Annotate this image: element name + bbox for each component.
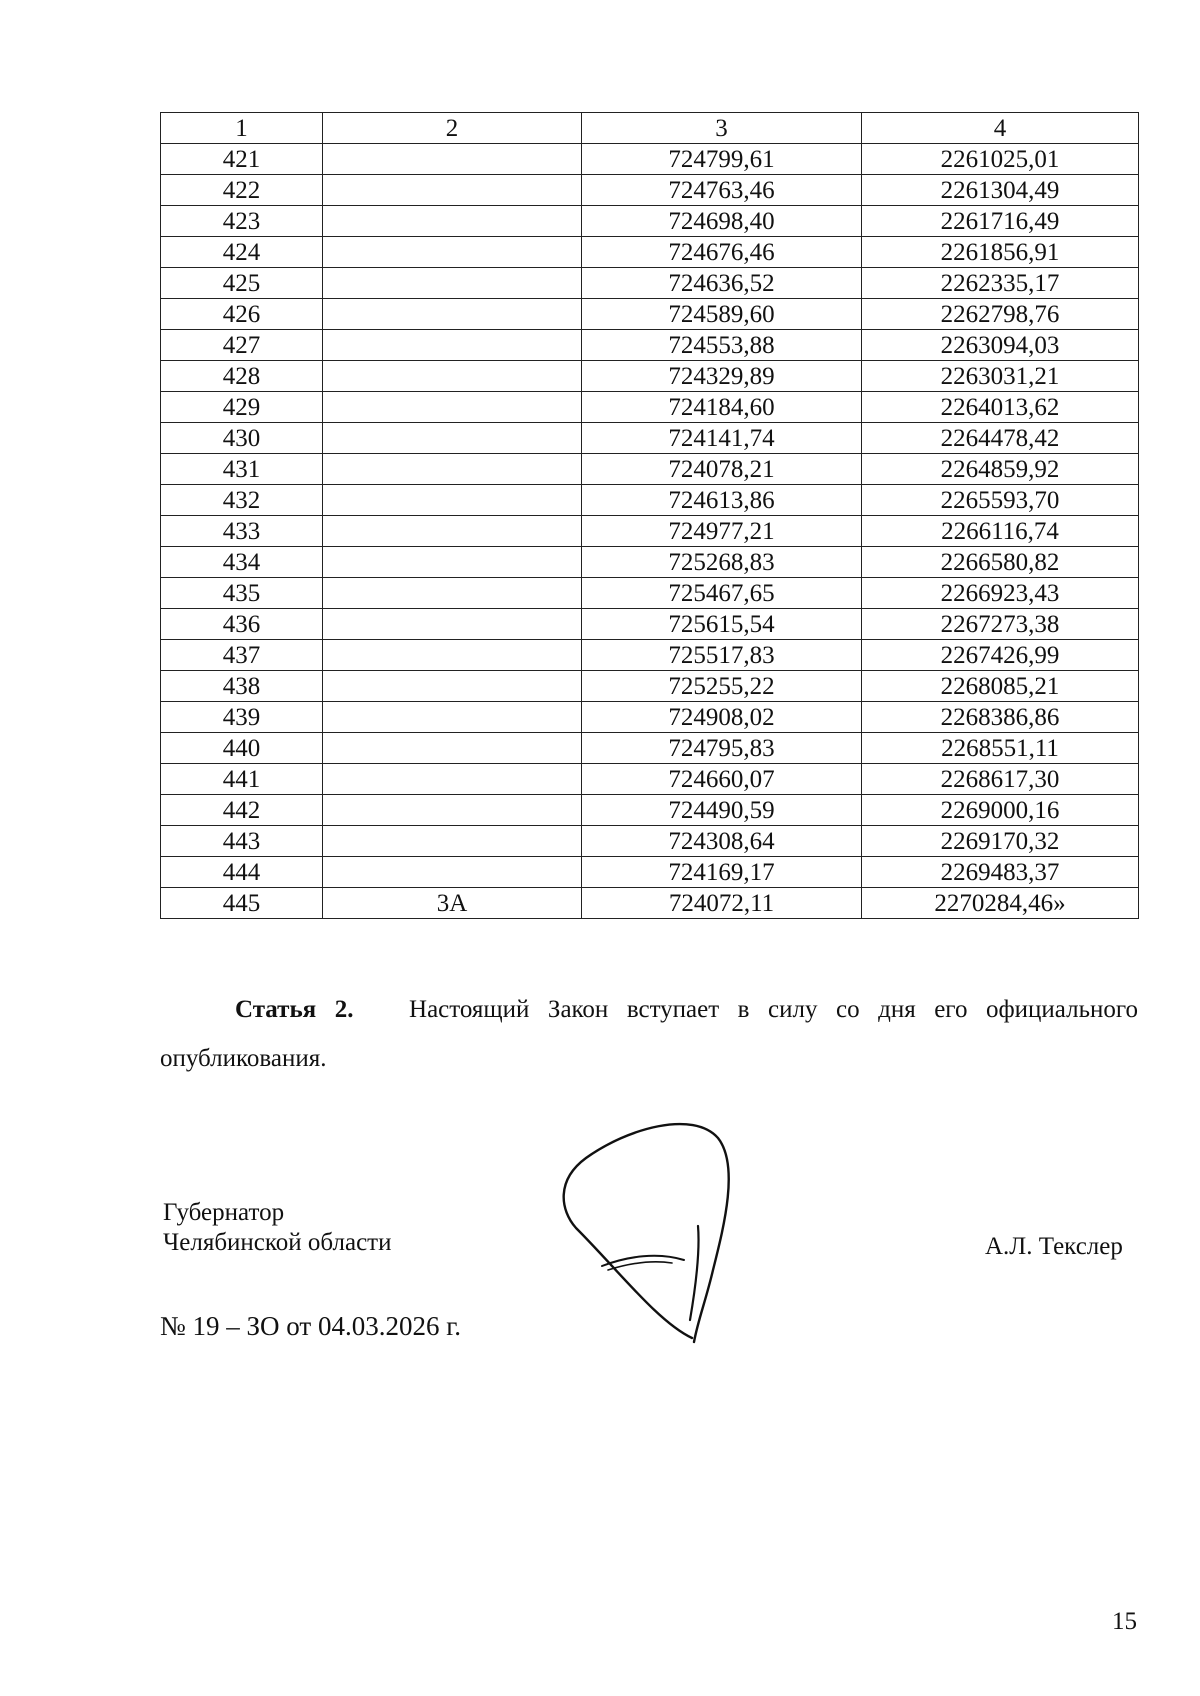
table-cell-col-1: 435 <box>161 578 323 609</box>
table-cell-col-1: 427 <box>161 330 323 361</box>
table-cell-col-1: 426 <box>161 299 323 330</box>
table-cell-col-1: 443 <box>161 826 323 857</box>
table-cell-col-3: 724490,59 <box>582 795 862 826</box>
table-row <box>161 733 1139 764</box>
table-cell-col-2 <box>323 578 582 609</box>
table-row <box>161 609 1139 640</box>
table-cell-col-3: 725268,83 <box>582 547 862 578</box>
table-cell-col-4: 2262335,17 <box>862 268 1139 299</box>
table-row <box>161 485 1139 516</box>
table-row <box>161 330 1139 361</box>
table-cell-col-3: 724141,74 <box>582 423 862 454</box>
table-cell-col-4: 2267273,38 <box>862 609 1139 640</box>
table-cell-col-1: 441 <box>161 764 323 795</box>
table-cell-col-1: 445 <box>161 888 323 919</box>
table-cell-col-4: 2269000,16 <box>862 795 1139 826</box>
table-cell-col-2 <box>323 330 582 361</box>
column-header-1: 1 <box>161 113 323 144</box>
table-row <box>161 826 1139 857</box>
table-cell-col-4: 2268617,30 <box>862 764 1139 795</box>
table-cell-col-3: 725517,83 <box>582 640 862 671</box>
table-cell-col-2 <box>323 144 582 175</box>
table-cell-col-1: 439 <box>161 702 323 733</box>
column-header-3: 3 <box>582 113 862 144</box>
table-cell-col-4: 2268386,86 <box>862 702 1139 733</box>
table-header-row <box>161 113 1139 144</box>
table-cell-col-4: 2268551,11 <box>862 733 1139 764</box>
table-row <box>161 640 1139 671</box>
page-number: 15 <box>1112 1608 1137 1635</box>
table-cell-col-2 <box>323 485 582 516</box>
table-cell-col-2 <box>323 671 582 702</box>
table-cell-col-3: 724169,17 <box>582 857 862 888</box>
table-row <box>161 671 1139 702</box>
table-cell-col-3: 724184,60 <box>582 392 862 423</box>
table-cell-col-2 <box>323 392 582 423</box>
table-cell-col-2 <box>323 826 582 857</box>
table-cell-col-3: 725467,65 <box>582 578 862 609</box>
table-row <box>161 206 1139 237</box>
table-cell-col-2 <box>323 454 582 485</box>
governor-title-line-1: Губернатор <box>163 1199 285 1226</box>
table-body <box>161 144 1139 919</box>
table-cell-col-3: 724308,64 <box>582 826 862 857</box>
table-row <box>161 702 1139 733</box>
table-cell-col-1: 428 <box>161 361 323 392</box>
table-cell-col-3: 724553,88 <box>582 330 862 361</box>
table-cell-col-3: 724799,61 <box>582 144 862 175</box>
table-cell-col-2 <box>323 640 582 671</box>
table-cell-col-2 <box>323 795 582 826</box>
table-cell-col-1: 430 <box>161 423 323 454</box>
table-row <box>161 454 1139 485</box>
table-cell-col-4: 2268085,21 <box>862 671 1139 702</box>
table-row <box>161 268 1139 299</box>
table-cell-col-3: 724078,21 <box>582 454 862 485</box>
table-row <box>161 144 1139 175</box>
table-cell-col-1: 429 <box>161 392 323 423</box>
table-cell-col-3: 724589,60 <box>582 299 862 330</box>
table-cell-col-2: 3А <box>323 888 582 919</box>
article-text: Настоящий Закон вступает в силу со дня его официального опубликования. <box>160 996 1138 1072</box>
table-cell-col-3: 724329,89 <box>582 361 862 392</box>
table-cell-col-2 <box>323 237 582 268</box>
table-cell-col-1: 438 <box>161 671 323 702</box>
table-cell-col-3: 724908,02 <box>582 702 862 733</box>
table-row <box>161 547 1139 578</box>
table-cell-col-3: 724676,46 <box>582 237 862 268</box>
table-cell-col-2 <box>323 206 582 237</box>
table-cell-col-1: 425 <box>161 268 323 299</box>
table-row <box>161 175 1139 206</box>
table-cell-col-3: 724660,07 <box>582 764 862 795</box>
table-cell-col-1: 444 <box>161 857 323 888</box>
table-cell-col-2 <box>323 857 582 888</box>
table-cell-col-3: 724763,46 <box>582 175 862 206</box>
table-row <box>161 361 1139 392</box>
table-cell-col-1: 432 <box>161 485 323 516</box>
column-header-2: 2 <box>323 113 582 144</box>
table-cell-col-4: 2261856,91 <box>862 237 1139 268</box>
table-cell-col-1: 424 <box>161 237 323 268</box>
table-cell-col-3: 724636,52 <box>582 268 862 299</box>
table-cell-col-4: 2265593,70 <box>862 485 1139 516</box>
column-header-4: 4 <box>862 113 1139 144</box>
table-cell-col-3: 725255,22 <box>582 671 862 702</box>
table-row <box>161 857 1139 888</box>
table-cell-col-4: 2264859,92 <box>862 454 1139 485</box>
table-cell-col-4: 2264013,62 <box>862 392 1139 423</box>
table-cell-col-4: 2267426,99 <box>862 640 1139 671</box>
table-cell-col-4: 2266116,74 <box>862 516 1139 547</box>
table-cell-col-4: 2266580,82 <box>862 547 1139 578</box>
table-cell-col-1: 437 <box>161 640 323 671</box>
table-cell-col-1: 433 <box>161 516 323 547</box>
table-cell-col-2 <box>323 361 582 392</box>
table-cell-col-1: 431 <box>161 454 323 485</box>
table-cell-col-4: 2261304,49 <box>862 175 1139 206</box>
table-cell-col-3: 724698,40 <box>582 206 862 237</box>
table-cell-col-2 <box>323 547 582 578</box>
table-cell-col-4: 2261716,49 <box>862 206 1139 237</box>
table-row <box>161 578 1139 609</box>
table-cell-col-1: 421 <box>161 144 323 175</box>
governor-title <box>163 1198 391 1258</box>
coordinates-table <box>160 112 1139 919</box>
table-cell-col-2 <box>323 299 582 330</box>
table-cell-col-1: 422 <box>161 175 323 206</box>
table-row <box>161 423 1139 454</box>
table-cell-col-2 <box>323 733 582 764</box>
table-cell-col-3: 724795,83 <box>582 733 862 764</box>
table-cell-col-4: 2264478,42 <box>862 423 1139 454</box>
table-row <box>161 392 1139 423</box>
governor-title-line-2: Челябинской области <box>163 1229 392 1256</box>
table-cell-col-1: 440 <box>161 733 323 764</box>
law-number: № 19 – ЗО от 04.03.2026 г. <box>160 1311 462 1341</box>
table-cell-col-4: 2270284,46» <box>862 888 1139 919</box>
table-cell-col-1: 442 <box>161 795 323 826</box>
table-cell-col-1: 423 <box>161 206 323 237</box>
table-cell-col-4: 2269170,32 <box>862 826 1139 857</box>
article-label: Статья 2. <box>235 996 354 1023</box>
table-cell-col-2 <box>323 516 582 547</box>
table-cell-col-4: 2269483,37 <box>862 857 1139 888</box>
table-cell-col-4: 2266923,43 <box>862 578 1139 609</box>
table-cell-col-4: 2263094,03 <box>862 330 1139 361</box>
table-row <box>161 764 1139 795</box>
table-cell-col-4: 2261025,01 <box>862 144 1139 175</box>
table-cell-col-4: 2263031,21 <box>862 361 1139 392</box>
table-cell-col-3: 725615,54 <box>582 609 862 640</box>
governor-name: А.Л. Текслер <box>985 1233 1123 1260</box>
table-row <box>161 516 1139 547</box>
table-cell-col-1: 436 <box>161 609 323 640</box>
table-cell-col-1: 434 <box>161 547 323 578</box>
table-cell-col-2 <box>323 702 582 733</box>
table-cell-col-3: 724613,86 <box>582 485 862 516</box>
governor-signature <box>558 1110 798 1350</box>
table-cell-col-2 <box>323 609 582 640</box>
table-row <box>161 237 1139 268</box>
table-cell-col-2 <box>323 175 582 206</box>
table-cell-col-2 <box>323 423 582 454</box>
table-cell-col-3: 724072,11 <box>582 888 862 919</box>
table-row <box>161 795 1139 826</box>
table-cell-col-3: 724977,21 <box>582 516 862 547</box>
table-cell-col-4: 2262798,76 <box>862 299 1139 330</box>
table-cell-col-2 <box>323 764 582 795</box>
table-cell-col-2 <box>323 268 582 299</box>
article-2-paragraph <box>160 985 1138 1083</box>
table-row <box>161 888 1139 919</box>
table-row <box>161 299 1139 330</box>
